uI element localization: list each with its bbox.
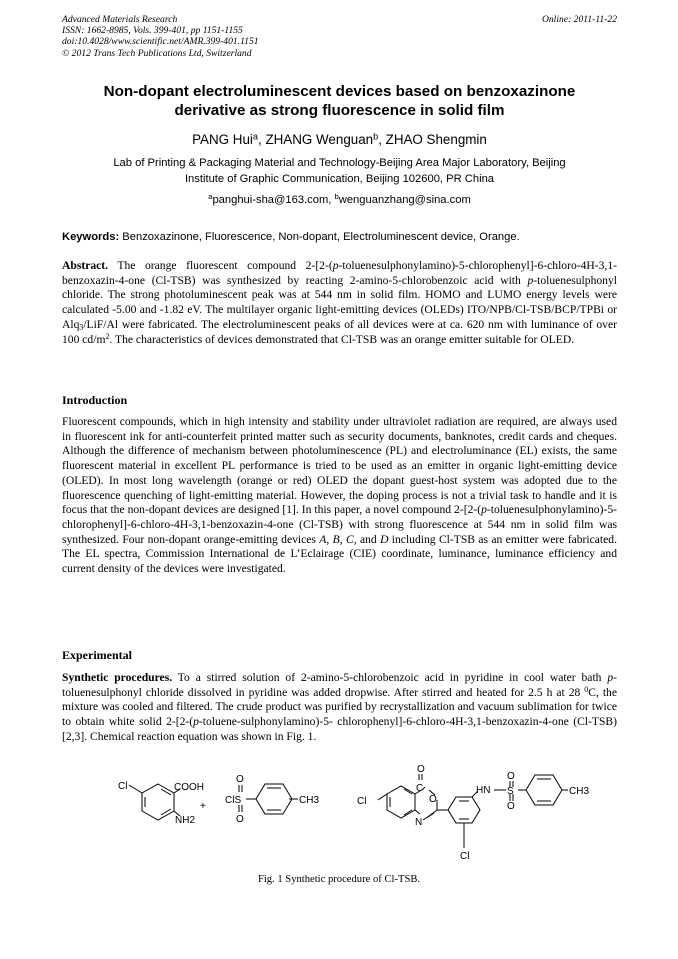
author-2: ZHANG Wenguan xyxy=(265,132,374,147)
abstract-subscript: 3 xyxy=(79,322,84,332)
introduction-heading: Introduction xyxy=(62,393,128,407)
figure-caption: Fig. 1 Synthetic procedure of Cl-TSB. xyxy=(257,874,421,885)
affiliation-line-2: Institute of Graphic Communication, Beijing 102600, PR China xyxy=(184,172,495,185)
intro-italic: D xyxy=(380,532,389,546)
exp-text: To a stirred solution of 2-amino-5-chlorobenzoic acid in pyridine in cool water bath xyxy=(172,671,608,684)
title-line-2: derivative as strong fluorescence in solid film xyxy=(174,102,505,119)
keywords xyxy=(62,230,622,244)
label-ch3: CH3 xyxy=(569,786,590,797)
label-hn: HN xyxy=(476,785,491,796)
label-o: O xyxy=(507,771,515,782)
intro-text: Fluorescent compounds, which in high intensity and stability under ultraviolet radiation are required, are always used in fluorescent ink for anti-counterfeit printed matter such as security documents, banknotes, credit cards and cheques. Although the difference of mechanism between photoluminescence (PL) and electroluminance (EL) exists, the same fluorescent material in excellent PL performance is tried to be used as an emitter in organic light-emitting device (OLED). In most long wavelength (orange or red) OLED the dopant guest-host system was adopted due to the fluorescence quenching of light-emitting material. However, the doping process is not a trivial task to handle and it is focus that the non-dopant devices are designed [1]. In this paper, a novel compound 2-[2-( xyxy=(62,415,617,517)
exp-italic: p xyxy=(193,715,199,729)
issn-line: ISSN: 1662-8985, Vols. 399-401, pp 1151-1155 xyxy=(62,25,243,37)
keywords-text: Benzoxazinone, Fluorescence, Non-dopant, Electroluminescent device, Orange. xyxy=(119,231,520,243)
label-cooh: COOH xyxy=(174,782,204,793)
online-date: Online: 2011-11-22 xyxy=(541,14,617,25)
exp-italic: p xyxy=(607,671,614,684)
exp-superscript: 0 xyxy=(584,684,589,694)
author-list xyxy=(62,132,617,148)
abstract-text: /LiF/Al were fabricated. The electroluminescent peaks of all devices were at ca. 620 nm with luminance of over 100 cd/m xyxy=(62,317,617,346)
author-2-mark: b xyxy=(373,131,379,142)
label-c: C xyxy=(416,783,424,794)
email-b[interactable]: wenguanzhang@sina.com xyxy=(338,194,471,206)
affiliation-line-1: Lab of Printing & Packaging Material and Technology-Beijing Area Major Laboratory, Beijing xyxy=(113,157,566,169)
exp-text: -toluenesulphonyl chloride dissolved in pyridine was added dropwise. After stirred and heated for 2.5 h at 28 xyxy=(62,671,617,699)
intro-italic: p xyxy=(481,503,487,517)
intro-text: including Cl-TSB as an emitter were fabricated. The EL spectra, Commission International de L’Eclairage (CIE) coordinate, luminance, luminance efficiency and current density of the devices were investigated. xyxy=(62,532,617,576)
introduction-body xyxy=(62,415,617,577)
paper-title xyxy=(62,82,617,120)
synthetic-label: Synthetic procedures. xyxy=(62,671,173,684)
label-o: O xyxy=(236,774,244,785)
abstract-label: Abstract. xyxy=(62,259,109,272)
intro-text: -toluenesulphonylamino)-5- chlorophenyl]-6-chloro-4H-3,1-benzoxazin-4-one (Cl-TSB) with strong fluorescence at 544 nm in solid film was synthesized. Four non-dopant orange-emitting devices xyxy=(62,503,617,546)
intro-text: and xyxy=(356,532,381,546)
label-cls: ClS xyxy=(225,795,242,806)
exp-text: -toluene-sulphonylamino)-5- chlorophenyl]-6-chloro-4H-3,1-benzoxazin-4-one (Cl-TSB) [2,3]. Chemical reaction equation was shown in Fig. 1. xyxy=(62,715,618,743)
abstract-text: -toluenesulphonylamino)-5-chlorophenyl]-6-chloro-4H-3,1-benzoxazin-4-one (Cl-TSB) was synthesized by reacting 2-amino-5-chlorobenzoic acid with xyxy=(62,259,617,287)
abstract-text: -toluenesulphonyl chloride. The strong photoluminescent peak was at 544 nm in solid film. HOMO and LUMO energy levels were calculated -5.00 and -1.82 eV. The multilayer organic light-emitting devices (OLEDs) ITO/NPB/Cl-TSB/BCP/TPBi or Alq xyxy=(62,273,617,331)
label-cl: Cl xyxy=(460,851,470,862)
label-o: O xyxy=(429,794,437,805)
email-a[interactable]: panghui-sha@163.com, xyxy=(212,194,335,206)
reaction-scheme xyxy=(0,760,678,880)
abstract-text: The orange fluorescent compound 2-[2-( xyxy=(108,259,333,272)
title-line-1: Non-dopant electroluminescent devices based on benzoxazinone xyxy=(103,83,576,100)
email-b-mark: b xyxy=(334,192,339,202)
label-o: O xyxy=(236,814,244,825)
author-separator: , xyxy=(378,132,386,147)
author-1: PANG Hui xyxy=(192,132,253,147)
copyright-line: © 2012 Trans Tech Publications Ltd, Switzerland xyxy=(62,47,252,59)
label-cl: Cl xyxy=(118,781,128,792)
experimental-heading: Experimental xyxy=(62,648,132,662)
doi-line: doi:10.4028/www.scientific.net/AMR.399-401.1151 xyxy=(62,36,259,48)
abstract xyxy=(62,259,617,347)
author-3: ZHAO Shengmin xyxy=(385,132,487,147)
label-o: O xyxy=(417,764,425,775)
author-emails xyxy=(62,193,617,207)
abstract-superscript: 2 xyxy=(105,331,110,341)
synthetic-procedures xyxy=(62,671,617,745)
label-ch3: CH3 xyxy=(299,795,320,806)
journal-header xyxy=(62,14,617,59)
exp-text: C, the mixture was cooled and filtered. The crude product was purified by recrystallization and vacuum sublimation for twice to obtain white solid 2-[2-( xyxy=(62,685,617,729)
label-s: S xyxy=(507,786,514,797)
label-n: N xyxy=(415,817,423,828)
label-cl: Cl xyxy=(357,796,367,807)
author-separator: , xyxy=(257,132,266,147)
abstract-text: . The characteristics of devices demonstrated that Cl-TSB was an orange emitter suitable for OLED. xyxy=(109,332,575,346)
label-o: O xyxy=(507,801,515,812)
label-nh2: NH2 xyxy=(175,815,196,826)
keywords-label: Keywords: xyxy=(62,231,120,243)
author-1-mark: a xyxy=(252,131,258,142)
email-a-mark: a xyxy=(208,192,213,202)
affiliation xyxy=(62,156,617,187)
abstract-italic: p xyxy=(527,273,534,287)
abstract-italic: p xyxy=(332,259,339,272)
intro-italic: A, B, C, xyxy=(319,532,357,546)
label-plus: + xyxy=(200,801,206,812)
journal-name: Advanced Materials Research xyxy=(62,14,178,25)
